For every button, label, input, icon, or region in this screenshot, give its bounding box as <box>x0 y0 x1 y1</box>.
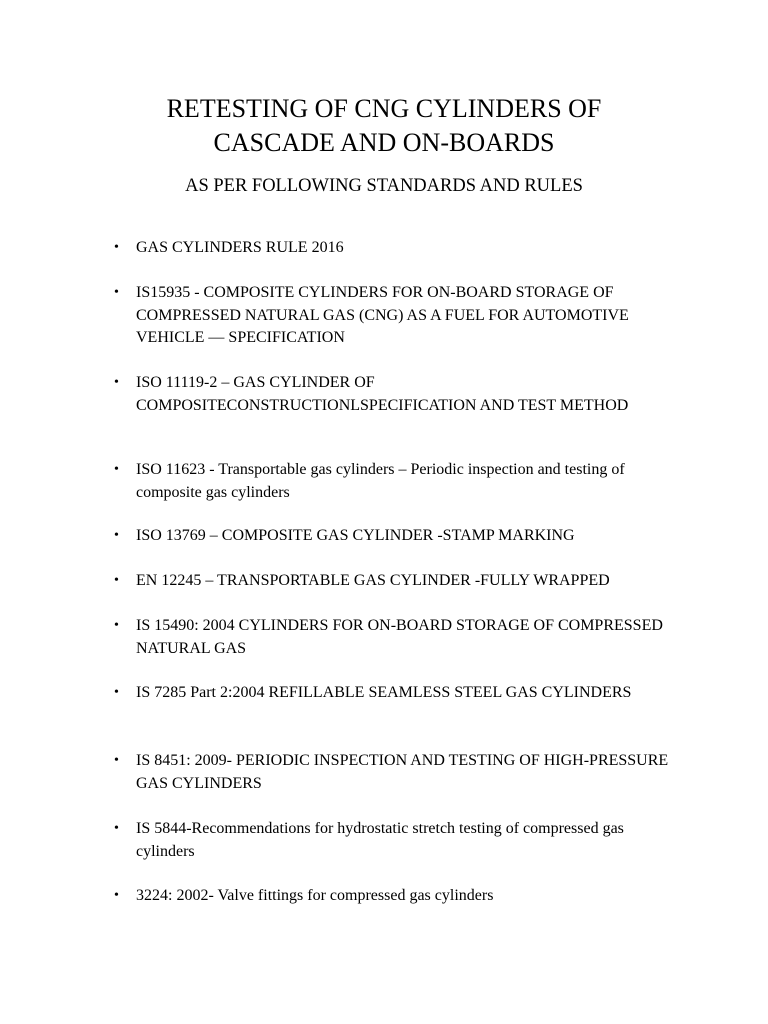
list-item-text: IS 7285 Part 2:2004 REFILLABLE SEAMLESS STEEL GAS CYLINDERS <box>136 684 632 701</box>
list-item-text: IS15935 - COMPOSITE CYLINDERS FOR ON-BOARD STORAGE OF COMPRESSED NATURAL GAS (CNG) AS A FUEL FOR AUTOMOTIVE VEHICLE — SPECIFICATION <box>136 284 629 346</box>
list-item <box>114 818 681 863</box>
bullet-icon: • <box>114 618 119 633</box>
bullet-icon: • <box>114 285 119 300</box>
document-title <box>0 92 768 160</box>
list-item-text: 3224: 2002- Valve fittings for compressed gas cylinders <box>136 887 494 904</box>
list-item <box>114 570 681 593</box>
list-item-text: EN 12245 – TRANSPORTABLE GAS CYLINDER -FULLY WRAPPED <box>136 572 610 589</box>
bullet-icon: • <box>114 753 119 768</box>
title-line-2: CASCADE AND ON-BOARDS <box>213 128 555 157</box>
list-item <box>114 615 681 660</box>
list-item-text: ISO 11119-2 – GAS CYLINDER OF COMPOSITECONSTRUCTIONLSPECIFICATION AND TEST METHOD <box>136 374 629 414</box>
bullet-icon: • <box>114 462 119 477</box>
list-item-text: GAS CYLINDERS RULE 2016 <box>136 239 344 256</box>
list-item <box>114 682 681 705</box>
list-item <box>114 525 681 548</box>
bullet-icon: • <box>114 888 119 903</box>
list-item-text: IS 15490: 2004 CYLINDERS FOR ON-BOARD STORAGE OF COMPRESSED NATURAL GAS <box>136 617 663 657</box>
list-item <box>114 372 681 417</box>
list-item <box>114 237 681 260</box>
bullet-icon: • <box>114 821 119 836</box>
title-line-1: RETESTING OF CNG CYLINDERS OF <box>166 94 602 123</box>
bullet-icon: • <box>114 375 119 390</box>
list-item-text: ISO 11623 - Transportable gas cylinders – Periodic inspection and testing of composite gas cylinders <box>136 461 625 501</box>
bullet-icon: • <box>114 573 119 588</box>
list-item <box>114 459 681 504</box>
document-subtitle: AS PER FOLLOWING STANDARDS AND RULES <box>185 176 583 196</box>
bullet-icon: • <box>114 240 119 255</box>
list-item-text: ISO 13769 – COMPOSITE GAS CYLINDER -STAMP MARKING <box>136 527 575 544</box>
bullet-icon: • <box>114 685 119 700</box>
list-item-text: IS 5844-Recommendations for hydrostatic stretch testing of compressed gas cylinders <box>136 820 624 860</box>
list-item-text: IS 8451: 2009- PERIODIC INSPECTION AND TESTING OF HIGH-PRESSURE GAS CYLINDERS <box>136 752 669 792</box>
list-item <box>114 885 681 908</box>
list-item <box>114 750 681 795</box>
list-item <box>114 282 681 350</box>
bullet-icon: • <box>114 528 119 543</box>
